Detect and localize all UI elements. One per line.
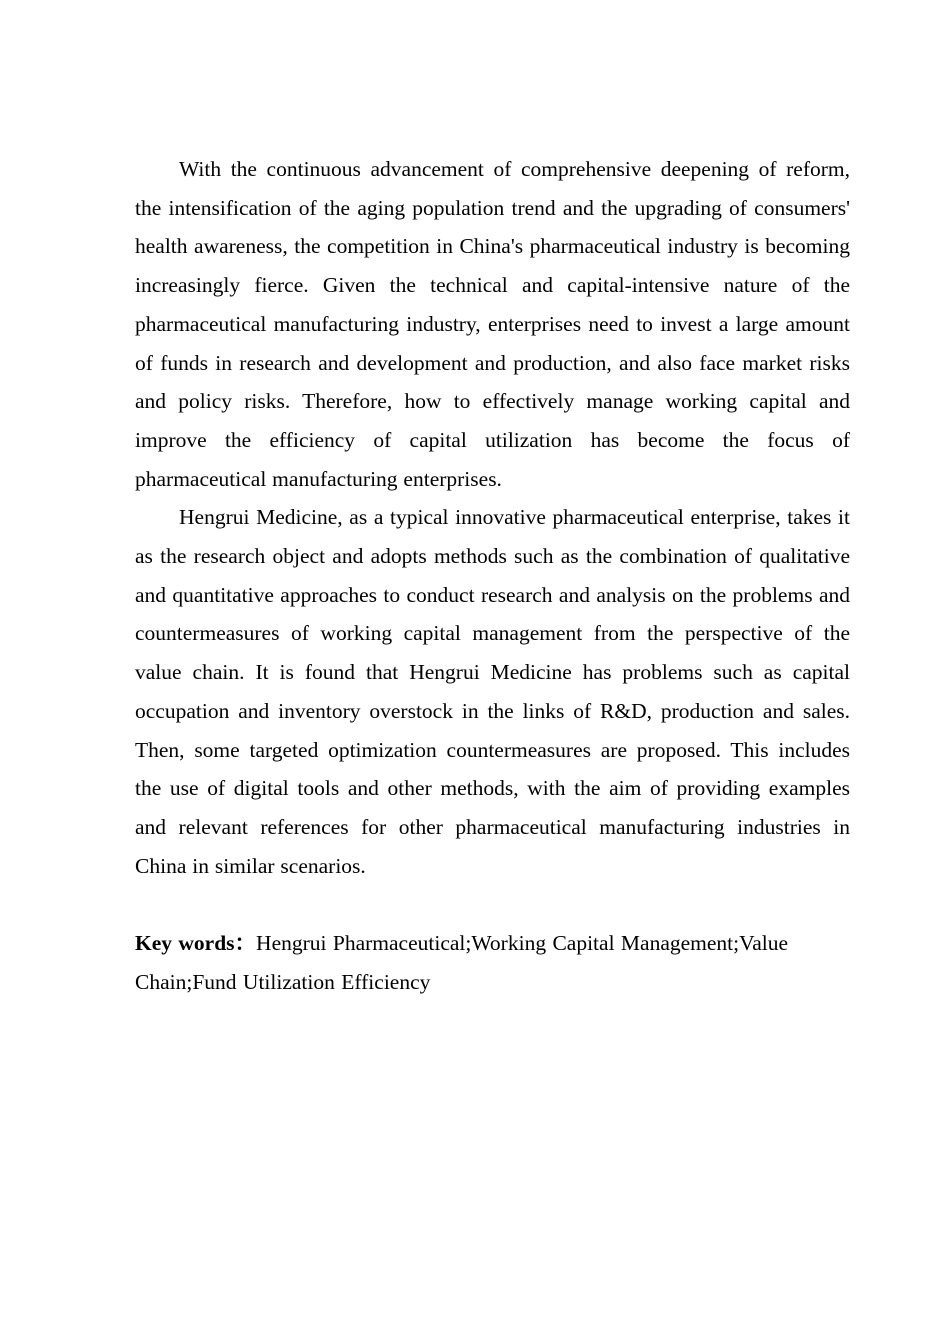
keywords-line [135,924,850,1001]
keywords-label: Key words： [135,931,257,956]
keywords-value: Hengrui Pharmaceutical;Working Capital Management;Value Chain;Fund Utilization Efficiency [135,931,789,994]
abstract-paragraph-2: Hengrui Medicine, as a typical innovative pharmaceutical enterprise, takes it as the research object and adopts methods such as the combination of qualitative and quantitative approaches to conduct research and analysis on the problems and countermeasures of working capital management from the perspective of the value chain. It is found that Hengrui Medicine has problems such as capital occupation and inventory overstock in the links of R&D, production and sales. Then, some targeted optimization countermeasures are proposed. This includes the use of digital tools and other methods, with the aim of providing examples and relevant references for other pharmaceutical manufacturing industries in China in similar scenarios. [135,505,850,878]
document-text-block [135,150,850,1001]
abstract-paragraph-1: With the continuous advancement of comprehensive deepening of reform, the intensification of the aging population trend and the upgrading of consumers' health awareness, the competition in China's pharmaceutical industry is becoming increasingly fierce. Given the technical and capital-intensive nature of the pharmaceutical manufacturing industry, enterprises need to invest a large amount of funds in research and development and production, and also face market risks and policy risks. Therefore, how to effectively manage working capital and improve the efficiency of capital utilization has become the focus of pharmaceutical manufacturing enterprises. [135,157,850,491]
blank-line-separator [135,885,850,924]
